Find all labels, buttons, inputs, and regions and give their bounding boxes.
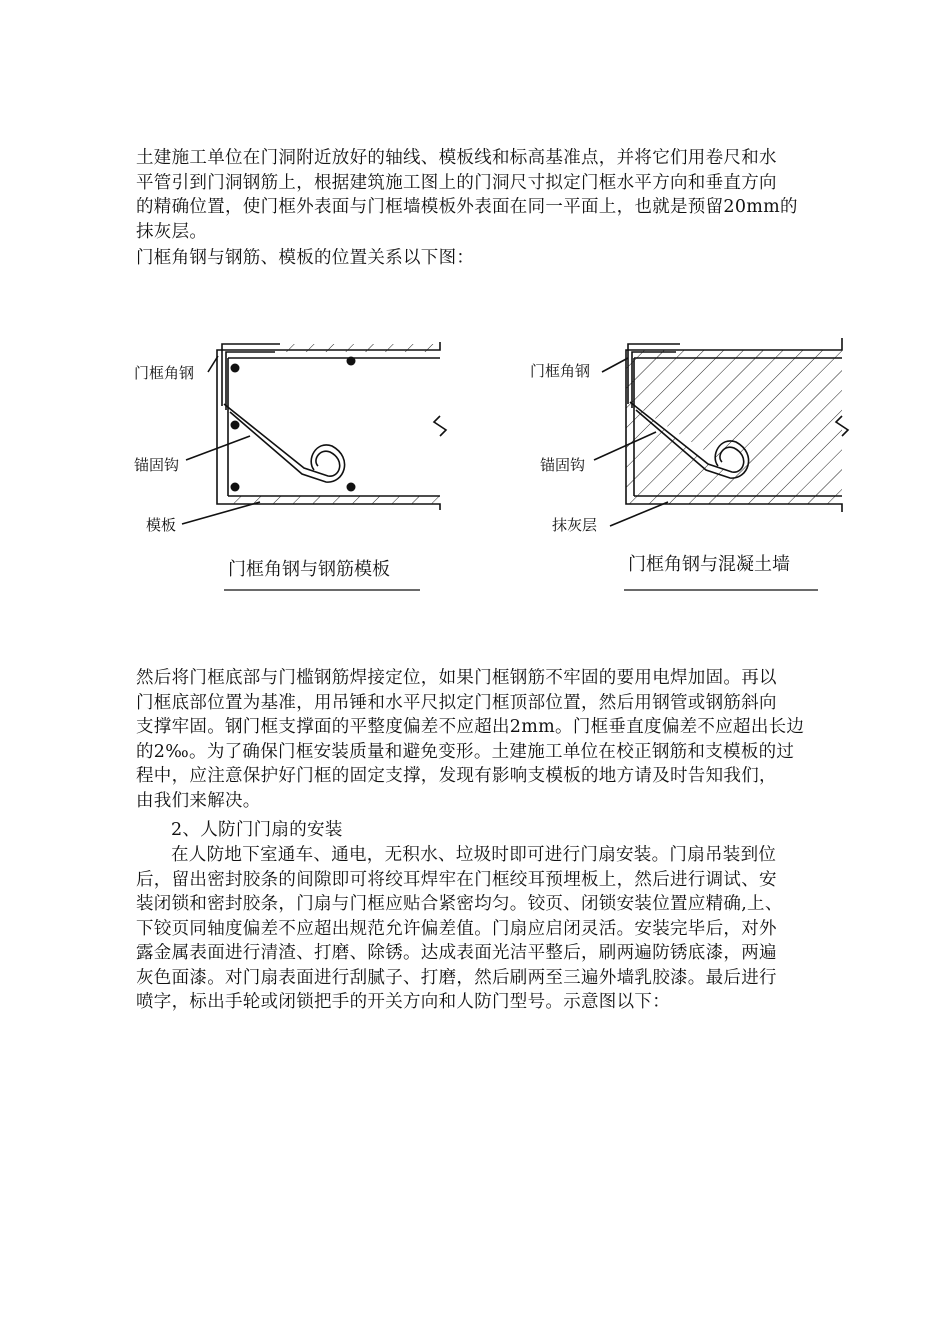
text-line: 装闭锁和密封胶条，门扇与门框应贴合紧密均匀。铰页、闭锁安装位置应精确,上、 [136, 894, 783, 914]
door-frame-figure [120, 320, 850, 620]
text-line: 抹灰层。 [136, 221, 208, 242]
text-line: 喷字，标出手轮或闭锁把手的开关方向和人防门型号。示意图以下： [136, 992, 670, 1012]
left-label-angle: 门框角钢 [134, 364, 195, 382]
text-line: 的精确位置，使门框外表面与门框墙模板外表面在同一平面上，也就是预留20mm的 [136, 197, 798, 217]
right-diagram [594, 338, 848, 526]
text-line: 露金属表面进行清渣、打磨、除锈。达成表面光洁平整后，刷两遍防锈底漆，两遍 [136, 943, 777, 963]
text-line: 门框角钢与钢筋、模板的位置关系以下图： [136, 248, 475, 268]
right-label-angle: 门框角钢 [530, 362, 591, 380]
section-heading [136, 818, 836, 843]
text-line: 灰色面漆。对门扇表面进行刮腻子、打磨，然后刷两至三遍外墙乳胶漆。最后进行 [136, 967, 777, 988]
left-caption: 门框角钢与钢筋模板 [228, 559, 390, 580]
text-line: 支撑牢固。钢门框支撑面的平整度偏差不应超出2mm。门框垂直度偏差不应超出长边 [136, 717, 805, 737]
left-label-hook: 锚固钩 [134, 456, 180, 474]
text-line: 后，留出密封胶条的间隙即可将绞耳焊牢在门框绞耳预埋板上，然后进行调试、安 [136, 869, 777, 890]
text-line: 土建施工单位在门洞附近放好的轴线、模板线和标高基准点，并将它们用卷尺和水 [136, 148, 777, 168]
text-line: 由我们来解决。 [136, 790, 261, 811]
right-label-hook: 锚固钩 [540, 456, 586, 474]
paragraph-3 [136, 666, 836, 813]
right-caption: 门框角钢与混凝土墙 [628, 554, 790, 575]
text-line: 的2‰。为了确保门框安装质量和避免变形。土建施工单位在校正钢筋和支模板的过 [136, 741, 795, 762]
text-line: 下铰页同轴度偏差不应超出规范允许偏差值。门扇应启闭灵活。安装完毕后，对外 [136, 918, 777, 939]
text-line: 平管引到门洞钢筋上，根据建筑施工图上的门洞尺寸拟定门框水平方向和垂直方向 [136, 172, 777, 193]
left-diagram [182, 342, 446, 524]
paragraph-2 [136, 246, 836, 271]
text-line: 然后将门框底部与门槛钢筋焊接定位，如果门框钢筋不牢固的要用电焊加固。再以 [136, 668, 777, 688]
text-line: 程中，应注意保护好门框的固定支撑，发现有影响支模板的地方请及时告知我们， [136, 766, 777, 786]
right-label-plaster: 抹灰层 [552, 516, 598, 534]
paragraph-4 [136, 843, 836, 1015]
paragraph-1 [136, 146, 836, 244]
text-line: 门框底部位置为基准，用吊锤和水平尺拟定门框顶部位置，然后用钢管或钢筋斜向 [136, 692, 777, 713]
text-line: 在人防地下室通车、通电，无积水、垃圾时即可进行门扇安装。门扇吊装到位 [171, 845, 777, 865]
left-label-form: 模板 [146, 516, 177, 534]
heading-text: 2、人防门门扇的安装 [171, 820, 343, 840]
